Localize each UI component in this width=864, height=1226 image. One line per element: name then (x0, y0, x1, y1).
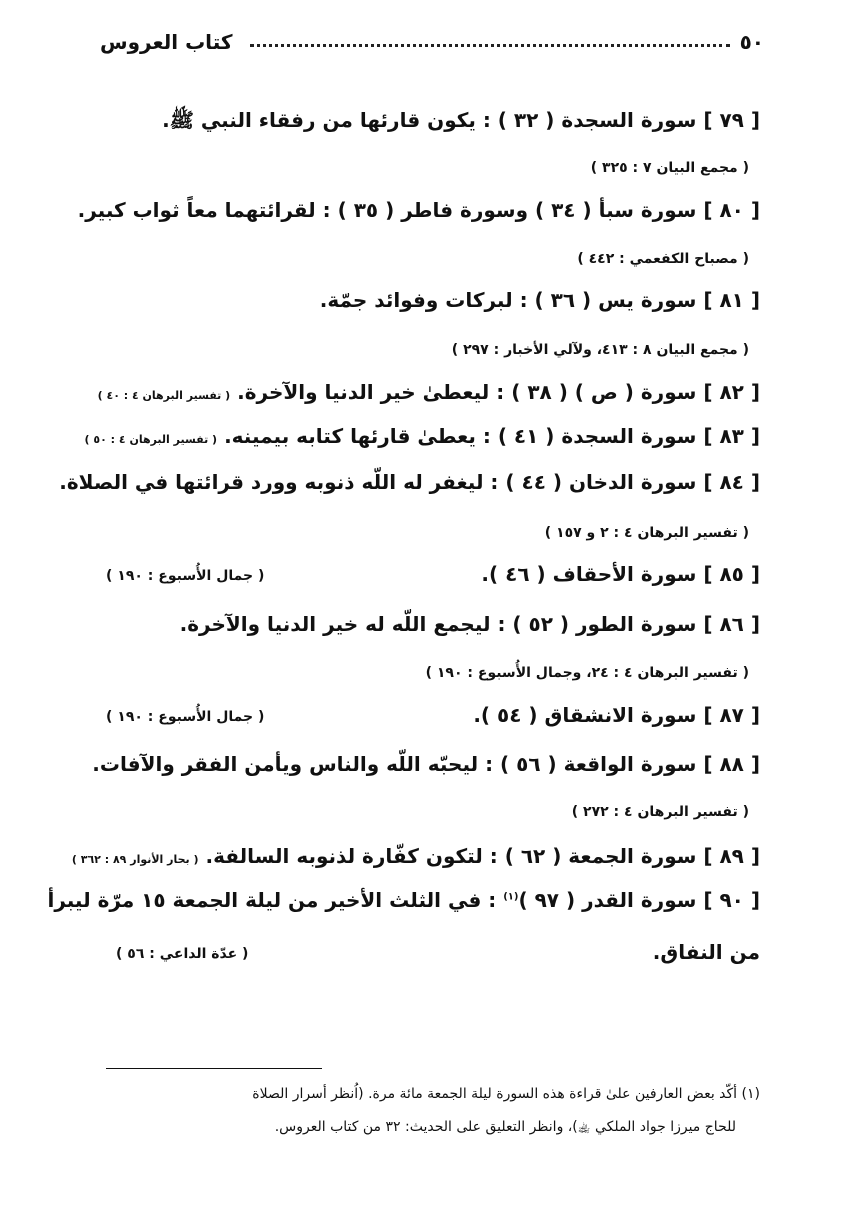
entry-89-source: ( بحار الأنوار ٨٩ : ٣٦٢ ) (71, 853, 199, 866)
entry-80-source: ( مصباح الكفعمي : ٤٤٢ ) (577, 251, 749, 267)
entry-89-body: [ ٨٩ ] سورة الجمعة ( ٦٢ ) : لتكون كفّارة لذنوبه السالفة. (205, 844, 760, 868)
entry-88-source: ( تفسير البرهان ٤ : ٢٧٢ ) (571, 804, 749, 820)
entry-83-text (85, 424, 760, 448)
entry-84-source: ( تفسير البرهان ٤ : ٢ و ١٥٧ ) (544, 525, 749, 541)
entry-88-text: [ ٨٨ ] سورة الواقعة ( ٥٦ ) : ليحبّه اللّه والناس ويأمن الفقر والآفات. (92, 752, 760, 776)
entry-90-part-a: [ ٩٠ ] سورة القدر ( ٩٧ ) (518, 888, 760, 912)
page-number: ٥٠ (739, 30, 764, 54)
entry-90-source: ( عدّة الداعي : ٥٦ ) (116, 946, 249, 962)
footnote-line-2: للحاج ميرزا جواد الملكي ﵀)، وانظر التعليق على الحديث: ٣٢ من كتاب العروس. (274, 1119, 736, 1135)
header-dotted-leader (250, 44, 730, 47)
entry-81-text: [ ٨١ ] سورة يس ( ٣٦ ) : لبركات وفوائد جمّة. (319, 288, 760, 312)
entry-85-text: [ ٨٥ ] سورة الأحقاف ( ٤٦ ). (481, 562, 760, 586)
entry-82-source: ( تفسير البرهان ٤ : ٤٠ ) (97, 389, 231, 402)
entry-80-text: [ ٨٠ ] سورة سبأ ( ٣٤ ) وسورة فاطر ( ٣٥ ) : لقرائتهما معاً ثواب كبير. (77, 198, 760, 222)
entry-84-text: [ ٨٤ ] سورة الدخان ( ٤٤ ) : ليغفر له اللّه ذنوبه وورد قرائتها في الصلاة. (59, 470, 760, 494)
entry-86-text: [ ٨٦ ] سورة الطور ( ٥٢ ) : ليجمع اللّه له خير الدنيا والآخرة. (179, 612, 760, 636)
entry-82-body: [ ٨٢ ] سورة ( ص ) ( ٣٨ ) : ليعطىٰ خير الدنيا والآخرة. (237, 380, 760, 404)
footnote-line-1: (١) أكّد بعض العارفين علىٰ قراءة هذه السورة ليلة الجمعة مائة مرة. (اُنظر أسرار الصلاة (252, 1086, 760, 1102)
footnote-reference[interactable]: (١) (503, 891, 519, 903)
entry-87-source: ( جمال الأُسبوع : ١٩٠ ) (106, 709, 265, 725)
book-title: كتاب العروس (100, 30, 233, 54)
entry-85-source: ( جمال الأُسبوع : ١٩٠ ) (106, 568, 265, 584)
entry-90-text (47, 888, 760, 912)
entry-79-source: ( مجمع البيان ٧ : ٣٢٥ ) (590, 160, 749, 176)
entry-79-text: [ ٧٩ ] سورة السجدة ( ٣٢ ) : يكون قارئها من رفقاء النبي ﷺ. (162, 108, 760, 132)
page-header (100, 30, 764, 60)
entry-86-source: ( تفسير البرهان ٤ : ٢٤، وجمال الأُسبوع : ١٩٠ ) (425, 665, 749, 681)
entry-81-source: ( مجمع البيان ٨ : ٤١٣، ولآلي الأخبار : ٢٩٧ ) (451, 342, 749, 358)
footnote-divider (106, 1068, 322, 1069)
entry-83-source: ( تفسير البرهان ٤ : ٥٠ ) (84, 433, 218, 446)
entry-90-part-b: : في الثلث الأخير من ليلة الجمعة ١٥ مرّة ليبرأ (47, 888, 497, 912)
entry-90-continuation: من النفاق. (652, 940, 760, 964)
entry-87-text: [ ٨٧ ] سورة الانشقاق ( ٥٤ ). (473, 703, 760, 727)
entry-89-text (72, 844, 760, 868)
entry-82-text (98, 380, 760, 404)
entry-83-body: [ ٨٣ ] سورة السجدة ( ٤١ ) : يعطىٰ قارئها كتابه بيمينه. (224, 424, 760, 448)
